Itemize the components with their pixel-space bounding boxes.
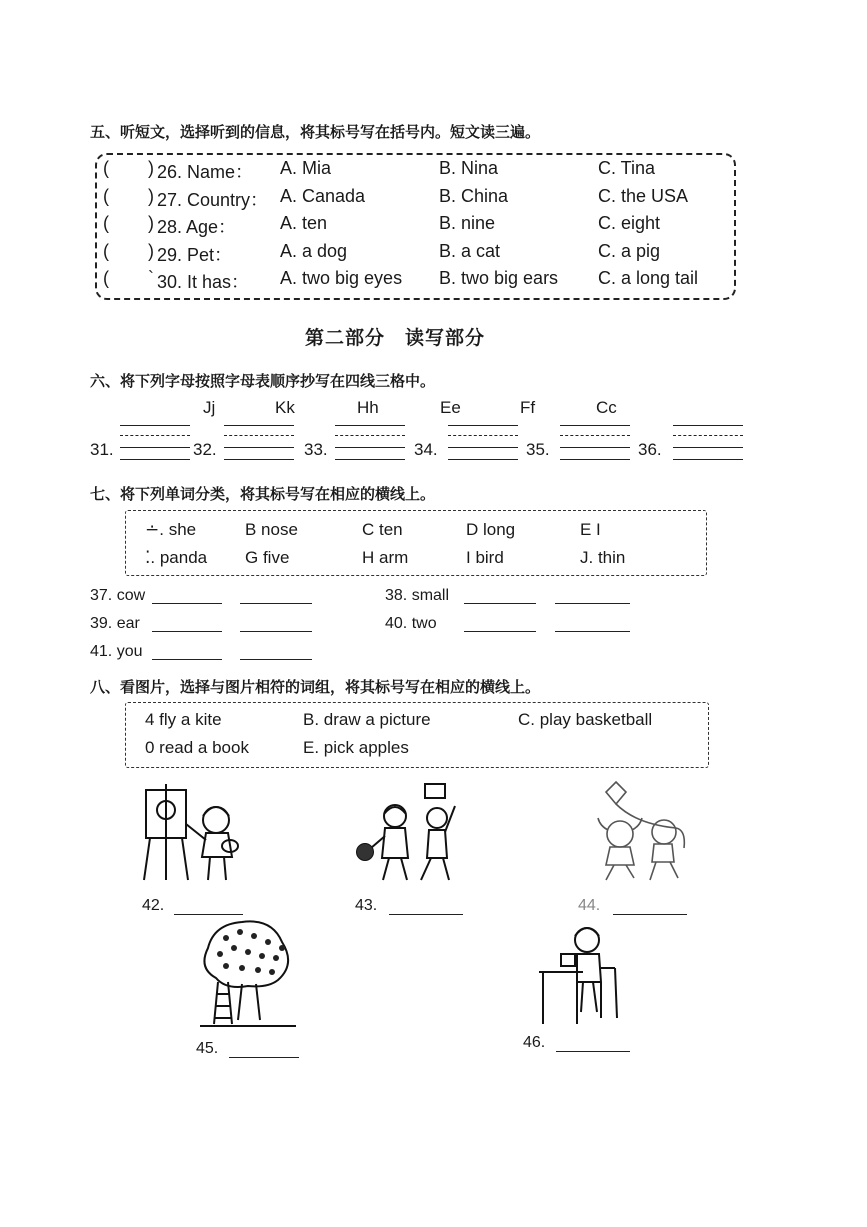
answer-blank[interactable] (464, 603, 536, 604)
answer-blank[interactable] (555, 603, 630, 604)
answer-paren-close[interactable]: ) (148, 213, 154, 233)
answer-paren-close[interactable]: ) (148, 158, 154, 178)
four-line-grid[interactable] (335, 425, 405, 465)
alphabet-letter-pair: Ee (440, 398, 461, 417)
option-c: C. Tina (598, 158, 656, 178)
option-a: A. ten (280, 213, 328, 233)
basketball-picture (355, 780, 465, 885)
answer-blank[interactable] (152, 659, 222, 660)
answer-blank[interactable] (389, 914, 463, 915)
apple-tree-picture (196, 918, 300, 1030)
answer-paren-open[interactable]: ( (103, 186, 109, 206)
classify-item-label: 41. you (90, 643, 143, 660)
word-bank-item: E I (580, 520, 601, 539)
four-line-grid[interactable] (448, 425, 518, 465)
phrase-bank-item: C. play basketball (518, 710, 653, 729)
picture-number-label: 45. (196, 1040, 219, 1057)
answer-blank[interactable] (152, 631, 222, 632)
letter-copy-number: 32. (193, 440, 217, 459)
option-c: C. a long tail (598, 268, 699, 288)
option-a: A. a dog (280, 241, 348, 261)
answer-blank[interactable] (229, 1057, 299, 1058)
alphabet-letter-pair: Cc (596, 398, 617, 417)
classify-item-label: 37. cow (90, 587, 146, 604)
word-bank-item: ⁚. panda (145, 548, 208, 567)
answer-paren-close[interactable]: ` (148, 268, 154, 288)
word-bank-item: I bird (466, 548, 504, 567)
answer-blank[interactable] (556, 1051, 630, 1052)
phrase-bank-item: 4 fly a kite (145, 710, 222, 729)
section-5-title: 五、听短文，选择听到的信息，将其标号写在括号内。短文读三遍。 (90, 123, 541, 141)
option-c: C. the USA (598, 186, 689, 206)
answer-blank[interactable] (240, 631, 312, 632)
letter-copy-number: 34. (414, 440, 438, 459)
answer-paren-open[interactable]: ( (103, 268, 109, 288)
four-line-grid[interactable] (224, 425, 294, 465)
boy-reading-picture (535, 920, 625, 1028)
four-line-grid[interactable] (120, 425, 190, 465)
option-c: C. eight (598, 213, 661, 233)
option-b: B. a cat (439, 241, 501, 261)
section-8-title: 八、看图片，选择与图片相符的词组，将其标号写在相应的横线上。 (90, 678, 541, 696)
question-label: 26. Name： (157, 162, 254, 182)
four-line-grid[interactable] (673, 425, 743, 465)
alphabet-letter-pair: Jj (203, 398, 216, 417)
letter-copy-number: 33. (304, 440, 328, 459)
kite-picture (578, 778, 690, 883)
part-2-title: 第二部分 读写部分 (305, 327, 486, 349)
picture-number-label: 46. (523, 1034, 546, 1051)
word-bank-item: ∸. she (145, 520, 197, 539)
word-bank-item: D long (466, 520, 516, 539)
option-b: B. China (439, 186, 509, 206)
phrase-bank-item: B. draw a picture (303, 710, 431, 729)
section-7-title: 七、将下列单词分类，将其标号写在相应的横线上。 (90, 485, 436, 503)
four-line-grid[interactable] (560, 425, 630, 465)
option-a: A. Mia (280, 158, 332, 178)
word-bank-item: B nose (245, 520, 298, 539)
word-bank-item: G five (245, 548, 290, 567)
option-a: A. Canada (280, 186, 366, 206)
classify-item-label: 38. small (385, 587, 450, 604)
classify-item-label: 39. ear (90, 615, 140, 632)
answer-paren-close[interactable]: ) (148, 241, 154, 261)
answer-paren-open[interactable]: ( (103, 241, 109, 261)
answer-blank[interactable] (240, 603, 312, 604)
boy-painting-picture (140, 780, 245, 885)
answer-paren-open[interactable]: ( (103, 158, 109, 178)
answer-blank[interactable] (464, 631, 536, 632)
alphabet-letter-pair: Hh (357, 398, 379, 417)
alphabet-letter-pair: Ff (520, 398, 536, 417)
option-b: B. Nina (439, 158, 499, 178)
word-bank-item: C ten (362, 520, 403, 539)
question-label: 30. It has： (157, 272, 250, 292)
answer-blank[interactable] (555, 631, 630, 632)
alphabet-letter-pair: Kk (275, 398, 295, 417)
classify-item-label: 40. two (385, 615, 437, 632)
phrase-bank-item: E. pick apples (303, 738, 409, 757)
letter-copy-number: 31. (90, 440, 114, 459)
answer-blank[interactable] (174, 914, 243, 915)
section-6-title: 六、将下列字母按照字母表顺序抄写在四线三格中。 (90, 372, 436, 390)
question-label: 29. Pet： (157, 245, 233, 265)
phrase-bank-item: 0 read a book (145, 738, 249, 757)
answer-blank[interactable] (613, 914, 687, 915)
option-c: C. a pig (598, 241, 661, 261)
word-bank-item: J. thin (580, 548, 626, 567)
option-a: A. two big eyes (280, 268, 403, 288)
answer-blank[interactable] (240, 659, 312, 660)
question-label: 28. Age： (157, 217, 237, 237)
answer-blank[interactable] (152, 603, 222, 604)
picture-number-label: 44. (578, 897, 601, 914)
picture-number-label: 43. (355, 897, 378, 914)
option-b: B. two big ears (439, 268, 559, 288)
picture-number-label: 42. (142, 897, 165, 914)
option-b: B. nine (439, 213, 496, 233)
answer-paren-open[interactable]: ( (103, 213, 109, 233)
word-bank-item: H arm (362, 548, 409, 567)
letter-copy-number: 36. (638, 440, 662, 459)
answer-paren-close[interactable]: ) (148, 186, 154, 206)
question-label: 27. Country： (157, 190, 269, 210)
letter-copy-number: 35. (526, 440, 550, 459)
